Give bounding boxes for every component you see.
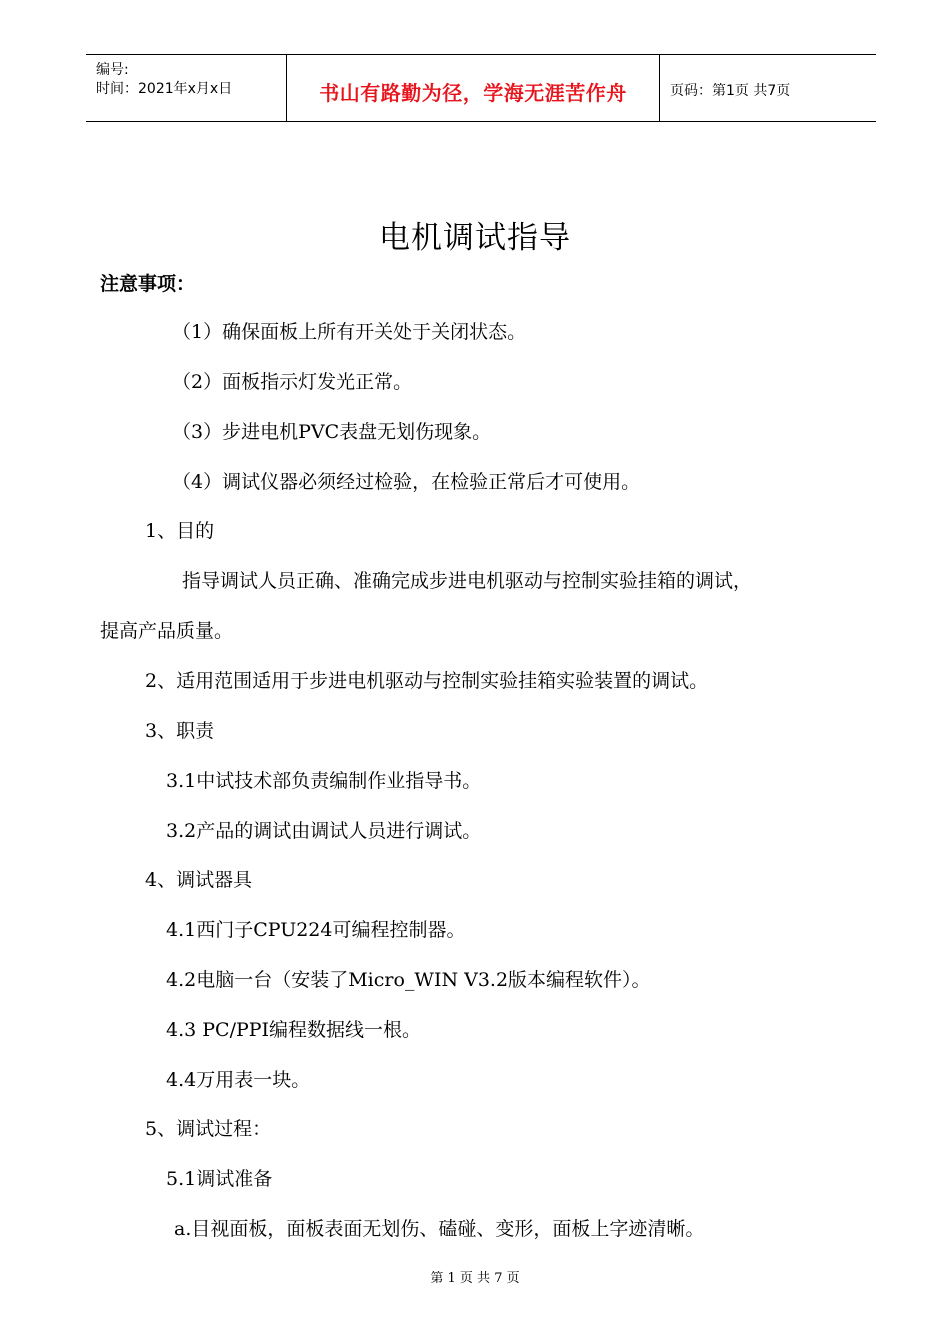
- notes-heading: 注意事项：: [100, 273, 196, 295]
- prep-heading: 5.1调试准备: [166, 1168, 273, 1190]
- purpose-text-line-1: 指导调试人员正确、准确完成步进电机驱动与控制实验挂箱的调试，: [182, 570, 753, 592]
- note-item-3: （3）步进电机PVC表盘无划伤现象。: [172, 421, 492, 443]
- duty-item-1: 3.1中试技术部负责编制作业指导书。: [166, 770, 482, 792]
- header-page-cell: [660, 55, 876, 121]
- purpose-text-line-2: 提高产品质量。: [100, 620, 234, 642]
- section-tools-heading: 4、调试器具: [145, 869, 253, 891]
- section-duty-heading: 3、职责: [145, 720, 215, 742]
- prep-item-a: a.目视面板，面板表面无划伤、磕碰、变形，面板上字迹清晰。: [174, 1218, 705, 1240]
- note-item-4: （4）调试仪器必须经过检验，在检验正常后才可使用。: [172, 471, 641, 493]
- header-motto: 书山有路勤为径，学海无涯苦作舟: [319, 81, 627, 105]
- section-scope: 2、适用范围适用于步进电机驱动与控制实验挂箱实验装置的调试。: [145, 670, 709, 692]
- tool-item-1: 4.1西门子CPU224可编程控制器。: [166, 919, 466, 941]
- document-title: 电机调试指导: [379, 220, 571, 256]
- section-process-heading: 5、调试过程：: [145, 1118, 272, 1140]
- note-item-2: （2）面板指示灯发光正常。: [172, 371, 413, 393]
- header-motto-cell: [287, 55, 660, 121]
- section-purpose-heading: 1、目的: [145, 520, 215, 542]
- duty-item-2: 3.2产品的调试由调试人员进行调试。: [166, 820, 482, 842]
- tool-item-4: 4.4万用表一块。: [166, 1069, 311, 1091]
- header-page-info: 页码：第1页 共7页: [670, 83, 791, 99]
- document-header: [86, 54, 876, 122]
- note-item-1: （1）确保面板上所有开关处于关闭状态。: [172, 321, 527, 343]
- header-meta-cell: [86, 55, 287, 121]
- tool-item-2: 4.2电脑一台（安装了Micro_WIN V3.2版本编程软件）。: [166, 969, 651, 991]
- page-footer: 第 1 页 共 7 页: [430, 1271, 520, 1286]
- document-number-label: 编号:: [96, 62, 129, 78]
- tool-item-3: 4.3 PC/PPI编程数据线一根。: [166, 1019, 422, 1041]
- document-time-label: 时间：2021年x月x日: [96, 81, 233, 97]
